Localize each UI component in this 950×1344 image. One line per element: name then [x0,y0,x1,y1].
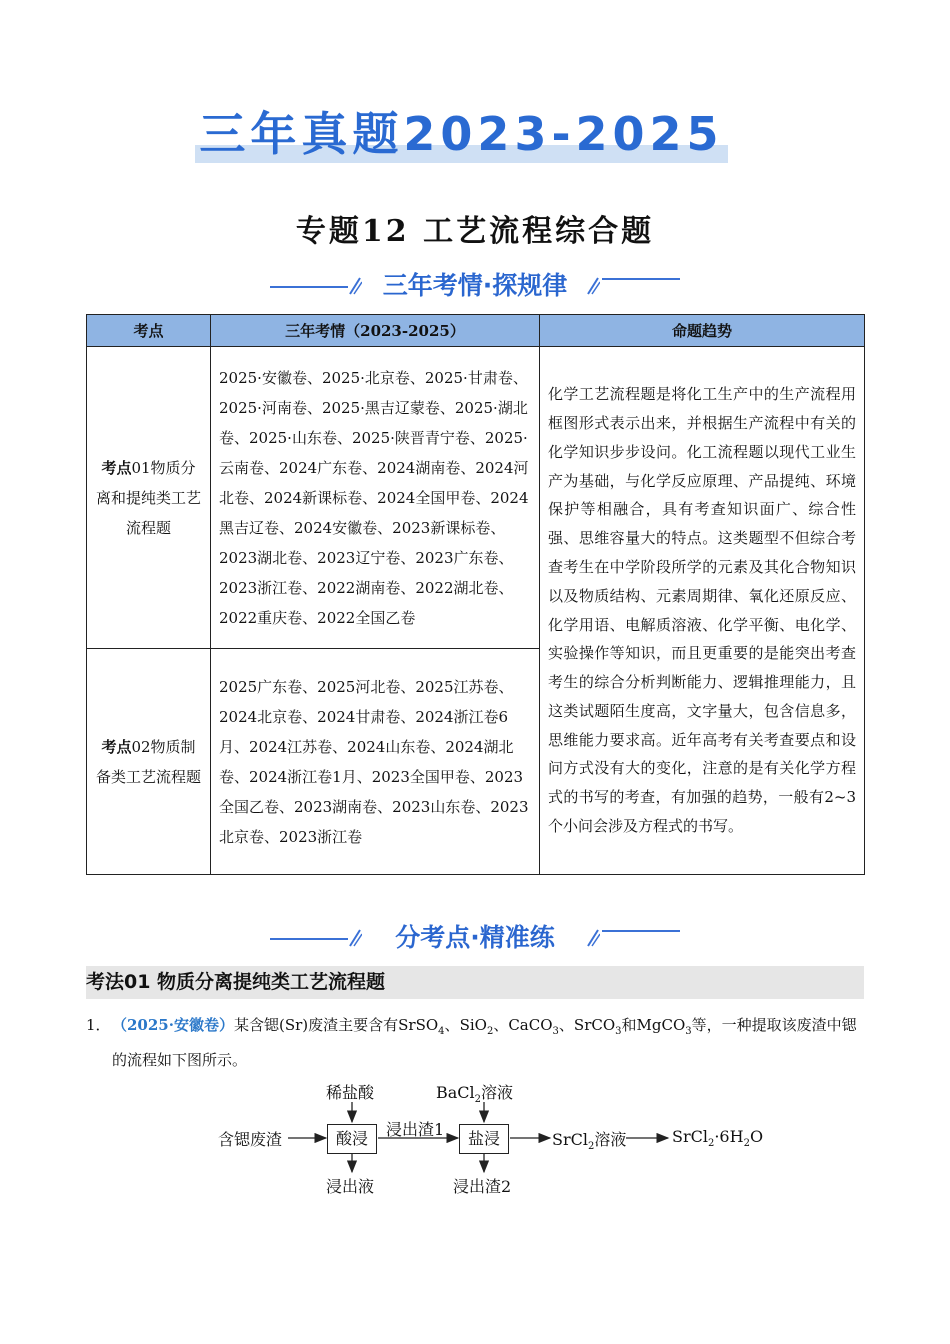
separator: 、 [558,1016,574,1034]
question-source: （2025·安徽卷） [112,1016,234,1034]
method-title: 考法01 物质分离提纯类工艺流程题 [86,966,864,999]
flow-intermediate: 浸出渣1 [386,1120,445,1139]
title-banner [195,104,728,164]
header-line-right [602,278,680,280]
formula-sub: 4 [438,1026,445,1037]
flow-box-salt-leach: 盐浸 [459,1124,509,1154]
formula-sub: 3 [552,1026,559,1037]
formula: O [749,1127,764,1146]
header-line-right [602,930,680,932]
kaodian-cell [87,347,211,649]
formula: SiO [459,1016,487,1034]
formula-sub: 2 [486,1026,494,1037]
topic-title: 专题12 工艺流程综合题 [295,214,655,249]
formula-sub: 2 [743,1138,750,1150]
flow-reagent-1: 稀盐酸 [326,1083,375,1102]
formula-sub: 3 [615,1026,622,1037]
formula: 溶液 [481,1083,514,1102]
section-header-trends [270,266,680,306]
flow-output-2: 浸出渣2 [453,1177,512,1196]
table-row [87,347,865,649]
question-text-part: 某含锶(Sr)废渣主要含有 [233,1016,399,1034]
banner-text: 三年真题2023-2025 [199,107,724,161]
section-title: 分考点·精准练 [395,923,555,952]
formula-sub: 2 [707,1138,715,1150]
formula: ·6H [714,1127,744,1146]
kaodian-text: 02物质制备类工艺流程题 [95,737,201,786]
formula: MgCO [636,1016,686,1034]
formula: CaCO [508,1016,553,1034]
section-title: 三年考情·探规律 [382,271,568,300]
slash-decoration-icon [586,926,600,948]
section-header-practice [270,918,680,958]
process-flow-diagram [210,1072,790,1202]
formula: 溶液 [594,1130,627,1149]
formula-sub: 3 [685,1026,692,1037]
header-cell: 考点 [87,315,211,347]
formula: SrCl [672,1127,708,1146]
exam-trend-table [86,314,865,875]
kaodian-label: 考点 [101,737,132,756]
formula-sub: 2 [587,1141,595,1153]
question-number: 1． [86,1016,111,1034]
kaodian-label: 考点 [101,458,132,477]
question-text-part: 等，一种提取该废渣中锶的流程如下图所示。 [112,1016,857,1069]
formula: BaCl [436,1083,475,1102]
separator: 、 [493,1016,509,1034]
header-cell: 命题趋势 [540,315,865,347]
header-cell: 三年考情（2023-2025） [211,315,540,347]
kaodian-cell [87,649,211,875]
slash-decoration-icon [586,274,600,296]
formula: SrCl [552,1130,588,1149]
conjunction: 和 [621,1016,637,1034]
flow-product-1 [552,1127,626,1152]
exam-list-cell: 2025·安徽卷、2025·北京卷、2025·甘肃卷、2025·河南卷、2025·黑吉辽蒙卷、2025·湖北卷、2025·山东卷、2025·陕晋青宁卷、2025·云南卷、2024广东卷、2024湖南卷、2024河北卷、2024新课标卷、2024全国甲卷、2024黑吉辽卷、2024安徽卷、2023新课标卷、2023湖北卷、2023辽宁卷、2023广东卷、2023浙江卷、2022湖南卷、2022湖北卷、2022重庆卷、2022全国乙卷 [211,347,540,649]
flow-product-2 [672,1127,763,1149]
kaodian-text: 01物质分离和提纯类工艺流程题 [95,458,201,537]
formula: SrCO [573,1016,616,1034]
formula: SrSO [398,1016,439,1034]
flow-input: 含锶废渣 [218,1130,283,1149]
trend-cell: 化学工艺流程题是将化工生产中的生产流程用框图形式表示出来，并根据生产流程中有关的化学知识步步设问。化工流程题以现代工业生产为基础，与化学反应原理、产品提纯、环境保护等相融合，具有考查知识面广、综合性强、思维容量大的特点。这类题型不但综合考查考生在中学阶段所学的元素及其化合物知识以及物质结构、元素周期律、氧化还原反应、化学用语、电解质溶液、化学平衡、电化学、实验操作等知识，而且更重要的是能突出考查考生的综合分析判断能力、逻辑推理能力，且这类试题陌生度高，文字量大，包含信息多，思维能力要求高。近年高考有关考查要点和设问方式没有大的变化，注意的是有关化学方程式的书写的考查，有加强的趋势，一般有2~3个小问会涉及方程式的书写。 [540,347,865,875]
separator: 、 [444,1016,460,1034]
formula-sub: 2 [474,1094,482,1106]
question-text [112,1011,864,1075]
table-header-row [87,315,865,347]
flow-output-1: 浸出液 [326,1177,375,1196]
flow-box-acid-leach: 酸浸 [327,1124,377,1154]
flow-reagent-2 [436,1080,513,1105]
exam-list-cell: 2025广东卷、2025河北卷、2025江苏卷、2024北京卷、2024甘肃卷、2024浙江卷6月、2024江苏卷、2024山东卷、2024湖北卷、2024浙江卷1月、2023全国甲卷、2023全国乙卷、2023湖南卷、2023山东卷、2023北京卷、2023浙江卷 [211,649,540,875]
